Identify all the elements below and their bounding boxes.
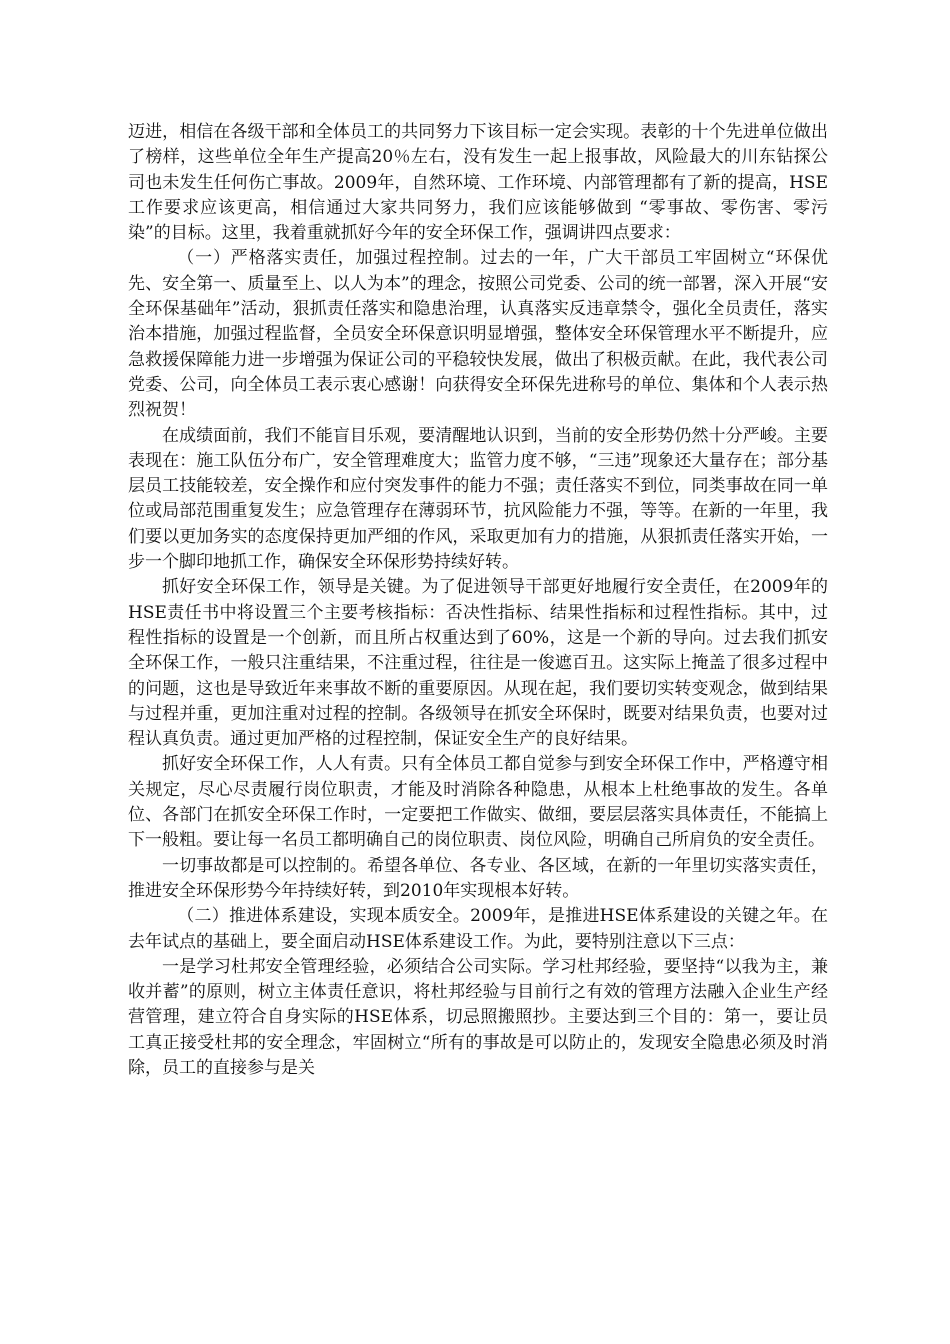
paragraph-continuation: 迈进，相信在各级干部和全体员工的共同努力下该目标一定会实现。表彰的十个先进单位做出了榜样，这些单位全年生产提高20％左右，没有发生一起上报事故，风险最大的川东钻探公司也未发生任何伤亡事故。2009年，自然环境、工作环境、内部管理都有了新的提高，HSE工作要求应该更高，相信通过大家共同努力，我们应该能够做到 “零事故、零伤害、零污染”的目标。这里，我着重就抓好今年的安全环保工作，强调讲四点要求：	[128, 122, 828, 244]
section-heading-paragraph-1: （一）严格落实责任，加强过程控制。过去的一年，广大干部员工牢固树立“环保优先、安全第一、质量至上、以人为本”的理念，按照公司党委、公司的统一部署，深入开展“安全环保基础年”活动，狠抓责任落实和隐患治理，认真落实反违章禁令，强化全员责任，落实治本措施，加强过程监督，全员安全环保意识明显增强，整体安全环保管理水平不断提升，应急救援保障能力进一步增强为保证公司的平稳较快发展，做出了积极贡献。在此，我代表公司党委、公司，向全体员工表示衷心感谢！向获得安全环保先进称号的单位、集体和个人表示热烈祝贺！	[128, 248, 828, 421]
paragraph: 一是学习杜邦安全管理经验，必须结合公司实际。学习杜邦经验，要坚持“以我为主，兼收并蓄”的原则，树立主体责任意识，将杜邦经验与目前行之有效的管理方法融入企业生产经营管理，建立符合自身实际的HSE体系，切忌照搬照抄。主要达到三个目的：第一，要让员工真正接受杜邦的安全理念，牢固树立“所有的事故是可以防止的，发现安全隐患必须及时消除，员工的直接参与是关	[128, 956, 828, 1078]
paragraph: 抓好安全环保工作，人人有责。只有全体员工都自觉参与到安全环保工作中，严格遵守相关规定，尽心尽责履行岗位职责，才能及时消除各种隐患，从根本上杜绝事故的发生。各单位、各部门在抓安全环保工作时，一定要把工作做实、做细，要层层落实具体责任，不能搞上下一般粗。要让每一名员工都明确自己的岗位职责、岗位风险，明确自己所肩负的安全责任。	[128, 754, 828, 851]
document-body	[128, 120, 828, 1081]
section-heading-paragraph-2: （二）推进体系建设，实现本质安全。2009年，是推进HSE体系建设的关键之年。在去年试点的基础上，要全面启动HSE体系建设工作。为此，要特别注意以下三点：	[128, 906, 828, 952]
paragraph: 一切事故都是可以控制的。希望各单位、各专业、各区域，在新的一年里切实落实责任，推进安全环保形势今年持续好转，到2010年实现根本好转。	[128, 855, 828, 901]
paragraph: 抓好安全环保工作，领导是关键。为了促进领导干部更好地履行安全责任，在2009年的HSE责任书中将设置三个主要考核指标：否决性指标、结果性指标和过程性指标。其中，过程性指标的设置是一个创新，而且所占权重达到了60%，这是一个新的导向。过去我们抓安全环保工作，一般只注重结果，不注重过程，往往是一俊遮百丑。这实际上掩盖了很多过程中的问题，这也是导致近年来事故不断的重要原因。从现在起，我们要切实转变观念，做到结果与过程并重，更加注重对过程的控制。各级领导在抓安全环保时，既要对结果负责，也要对过程认真负责。通过更加严格的过程控制，保证安全生产的良好结果。	[128, 577, 828, 750]
paragraph: 在成绩面前，我们不能盲目乐观，要清醒地认识到，当前的安全形势仍然十分严峻。主要表现在：施工队伍分布广，安全管理难度大；监管力度不够，“三违”现象还大量存在；部分基层员工技能较差，安全操作和应付突发事件的能力不强；责任落实不到位，同类事故在同一单位或局部范围重复发生；应急管理存在薄弱环节，抗风险能力不强，等等。在新的一年里，我们要以更加务实的态度保持更加严细的作风，采取更加有力的措施，从狠抓责任落实开始，一步一个脚印地抓工作，确保安全环保形势持续好转。	[128, 425, 828, 573]
